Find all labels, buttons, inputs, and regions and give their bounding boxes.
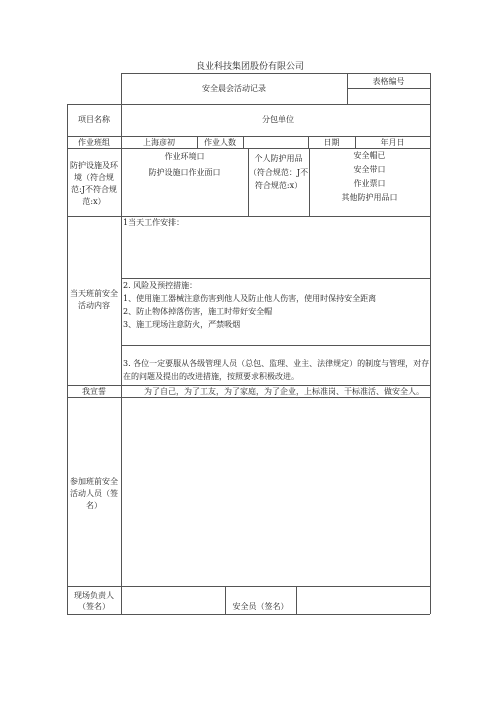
protection-label-4: 范:x）: [82, 197, 106, 206]
participants-label-1: 参加班前安全: [70, 477, 118, 486]
form-title: 安全晨会活动记录: [202, 84, 266, 93]
participants-label-2: 活动人员（签: [70, 489, 118, 498]
risk-item-3: 3、施工现场注意防火，严禁吸烟: [123, 320, 241, 329]
company-name: 良业科技集团股份有限公司: [195, 62, 304, 72]
team-label: 作业班组: [78, 138, 110, 147]
safety-officer-signature-field[interactable]: [297, 587, 429, 613]
checkbox-other-ppe[interactable]: 其他防护用品口: [341, 193, 398, 202]
content-label-2: 活动内容: [78, 301, 110, 310]
safety-officer-label: 安全员（签名）: [232, 602, 289, 611]
team-value: 上海彦初: [143, 138, 175, 147]
protection-label-1: 防护设施及环: [70, 161, 118, 170]
work-arrangement-field[interactable]: [123, 229, 428, 276]
date-label: 日期: [323, 138, 340, 147]
workers-label: 作业人数: [204, 138, 236, 147]
pledge-label: 我宣誓: [82, 387, 106, 396]
supervisor-label-1: 现场负责人: [74, 591, 114, 600]
ppe-label-1: 个人防护用品: [254, 154, 303, 163]
ppe-label-2: （符合规范：J不: [248, 168, 309, 177]
subcontractor-label: 分包单位: [262, 115, 294, 124]
protection-label-3: 范:J不符合规: [71, 185, 117, 194]
project-name-field[interactable]: [122, 105, 258, 135]
content-label-1: 当天班前安全: [70, 289, 118, 298]
supervisor-label-2: （签名）: [78, 602, 110, 611]
risk-item-2: 2、防止物体掉落伤害，施工时带好安全帽: [123, 307, 273, 316]
form-number-field[interactable]: [348, 89, 429, 103]
checkbox-safety-helmet[interactable]: 安全帽已: [353, 151, 386, 160]
management-line-2: 在的问题及提出的改进措施，按照要求积极改进。: [123, 372, 299, 381]
project-name-label: 项目名称: [78, 115, 110, 124]
checkbox-work-environment[interactable]: 作业环境口: [164, 152, 205, 161]
checkbox-safety-belt[interactable]: 安全带口: [353, 165, 386, 174]
management-line-1: 3. 各位一定要服从各级管理人员（总包、监理、业主、法律规定）的制度与管理，对存: [123, 359, 430, 368]
workers-field[interactable]: [244, 137, 307, 147]
pledge-text: 为了自己，为了工友，为了家庭，为了企业，上标准岗、干标准活、做安全人。: [144, 387, 424, 396]
checkbox-protective-facilities[interactable]: 防护设施口作业面口: [148, 168, 221, 177]
subcontractor-field[interactable]: [300, 105, 429, 135]
work-arrangement-label: 1当天工作安排：: [123, 218, 185, 227]
participants-label-3: 名）: [86, 501, 102, 510]
risk-title: 2. 风险及预控措施：: [123, 281, 198, 290]
date-value: 年月日: [380, 138, 405, 147]
ppe-label-3: 符合规范:x）: [254, 181, 303, 190]
risk-item-1: 1、使用施工器械注意伤害到他人及防止他人伤害，使用时保持安全距离: [123, 294, 377, 303]
checkbox-work-permit[interactable]: 作业票口: [353, 179, 386, 188]
form-number-label: 表格编号: [372, 77, 405, 86]
participants-signature-area[interactable]: [122, 398, 429, 585]
protection-label-2: 境（符合规: [74, 173, 114, 182]
supervisor-signature-field[interactable]: [122, 587, 224, 613]
